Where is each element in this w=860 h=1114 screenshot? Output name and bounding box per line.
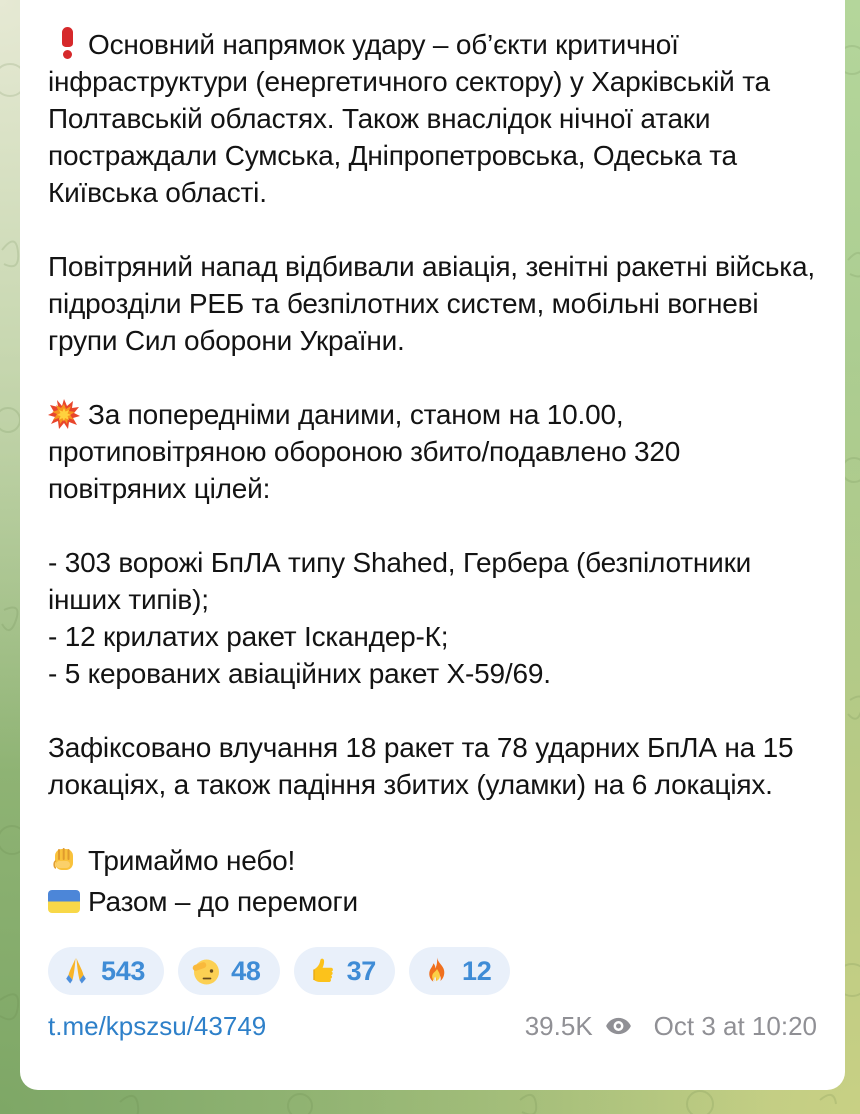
reaction-count: 12	[462, 955, 492, 986]
message-bubble	[20, 0, 845, 1090]
paragraph-shootdown-summary	[48, 396, 817, 507]
paragraph-air-defense	[48, 248, 817, 359]
folded-hands-icon	[61, 956, 91, 986]
post-link[interactable]: t.me/kpszsu/43749	[48, 1011, 267, 1041]
closing-line-2	[48, 886, 358, 917]
paragraph-text: Основний напрямок удару – об’єкти критичної інфраструктури (енергетичного сектору) у Харківській та Полтавській областях. Також внаслідок нічної атаки постраждали Сумська, Дніпропетровська, Одеська та Київська області.	[48, 29, 770, 208]
reactions-row	[48, 947, 817, 995]
views-count: 39.5K	[524, 1011, 593, 1041]
targets-list	[48, 544, 817, 692]
reaction-folded-hands[interactable]	[48, 947, 164, 995]
message-footer	[48, 1011, 817, 1042]
timestamp: Oct 3 at 10:20	[653, 1011, 817, 1041]
message-text	[48, 26, 817, 922]
closing-text: Тримаймо небо!	[88, 845, 296, 876]
reaction-count: 48	[231, 955, 261, 986]
paragraph-text: За попередніми даними, станом на 10.00, протиповітряною обороною збито/подавлено 320 повітряних цілей:	[48, 399, 681, 504]
reaction-saluting-face[interactable]	[178, 947, 279, 995]
closing-text: Разом – до перемоги	[88, 886, 358, 917]
thumbs-up-icon	[307, 956, 337, 986]
paragraph-hits	[48, 729, 817, 803]
closing-lines	[48, 840, 817, 922]
fire-icon	[422, 956, 452, 986]
closing-line-1	[48, 845, 295, 876]
reaction-count: 37	[346, 955, 377, 986]
message-meta	[525, 1011, 817, 1042]
ukraine-flag-icon	[48, 890, 80, 913]
list-item: - 303 ворожі БпЛА типу Shahed, Гербера (безпілотники інших типів);	[48, 547, 752, 615]
reaction-count: 543	[101, 955, 146, 986]
paragraph-text: Повітряний напад відбивали авіація, зенітні ракетні війська, підрозділи РЕБ та безпілотних систем, мобільні вогневі групи Сил оборони України.	[48, 251, 815, 356]
eye-icon	[605, 1011, 632, 1042]
list-item: - 12 крилатих ракет Іскандер-К;	[48, 621, 449, 652]
reaction-fire[interactable]	[409, 947, 510, 995]
raised-fist-icon	[48, 844, 80, 876]
list-item: - 5 керованих авіаційних ракет Х-59/69.	[48, 658, 551, 689]
reaction-thumbs-up[interactable]	[294, 947, 395, 995]
saluting-face-icon	[191, 956, 221, 986]
paragraph-text: Зафіксовано влучання 18 ракет та 78 ударних БпЛА на 15 локаціях, а також падіння збитих (уламки) на 6 локаціях.	[48, 732, 794, 800]
paragraph-main-strike	[48, 26, 817, 211]
collision-icon	[48, 398, 80, 430]
red-exclamation-icon	[56, 27, 80, 59]
